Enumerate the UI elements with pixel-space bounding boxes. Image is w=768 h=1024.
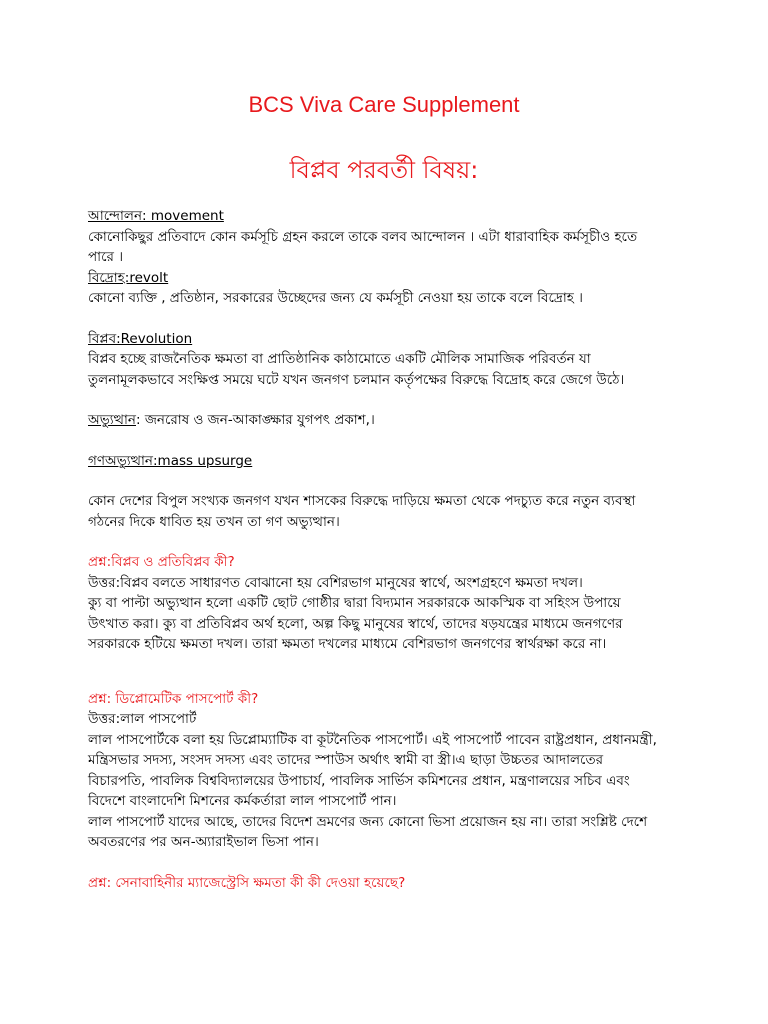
spacer bbox=[88, 471, 688, 491]
question-army-magistracy: প্রশ্ন: সেনাবাহিনীর ম্যাজেস্ট্রেসি ক্ষমতা কী কী দেওয়া হয়েছে? bbox=[88, 874, 406, 891]
answer-line: অবতরণের পর অন-অ্যারাইভাল ভিসা পান। bbox=[88, 834, 319, 850]
spacer bbox=[88, 532, 688, 552]
answer-line: ক্যু বা পাল্টা অভ্যুত্থান হলো একটি ছোট গোষ্ঠীর দ্বারা বিদ্যমান সরকারকে আকস্মিক বা সহিংস উপায়ে bbox=[88, 595, 621, 611]
uprising-line bbox=[88, 410, 688, 431]
uprising-definition: : জনরোষ ও জন-আকাঙ্ক্ষার যুগপৎ প্রকাশ,। bbox=[135, 412, 375, 428]
answer-line: লাল পাসপোর্টকে বলা হয় ডিপ্লোম্যাটিক বা কূটনৈতিক পাসপোর্ট। এই পাসপোর্ট পাবেন রাষ্ট্রপ্রধান, প্রধানমন্ত্রী, bbox=[88, 731, 657, 748]
spacer bbox=[88, 309, 688, 329]
term-revolt: বিদ্রোহ:revolt bbox=[88, 269, 169, 286]
term-mass-upsurge: গণঅভ্যুত্থান:mass upsurge bbox=[88, 452, 253, 469]
spacer bbox=[88, 853, 688, 873]
spacer bbox=[88, 655, 688, 689]
spacer bbox=[88, 390, 688, 410]
answer-line: উত্তর:লাল পাসপোর্ট bbox=[88, 711, 197, 727]
answer-line: সরকারকে হটিয়ে ক্ষমতা দখল। তারা ক্ষমতা দখলের মাধ্যমে বেশিরভাগ জনগণের স্বার্থরক্ষা করে না। bbox=[88, 636, 607, 652]
answer-line: লাল পাসপোর্ট যাদের আছে, তাদের বিদেশ ভ্রমণের জন্য কোনো ভিসা প্রয়োজন হয় না। তারা সংশ্লিষ্ট দেশে bbox=[88, 813, 648, 830]
question-diplomatic-passport: প্রশ্ন: ডিপ্লোমেটিক পাসপোর্ট কী? bbox=[88, 690, 259, 707]
document-subtitle: বিপ্লব পরবর্তী বিষয়: bbox=[289, 156, 479, 184]
paragraph-line: কোন দেশের বিপুল সংখ্যক জনগণ যখন শাসকের বিরুদ্ধে দাড়িয়ে ক্ষমতা থেকে পদচ্যুত করে নতুন ব্যবস্থা bbox=[88, 493, 636, 509]
answer-line: বিদেশে বাংলাদেশি মিশনের কর্মকর্তারা লাল পাসপোর্ট পান। bbox=[88, 793, 397, 809]
paragraph-line: গঠনের দিকে ধাবিত হয় তখন তা গণ অভ্যুত্থান। bbox=[88, 513, 340, 530]
paragraph-line: কোনো ব্যক্তি , প্রতিষ্ঠান, সরকারের উচ্ছেদের জন্য যে কর্মসূচী নেওয়া হয় তাকে বলে বিদ্রোহ । bbox=[88, 290, 583, 306]
paragraph-line: পারে । bbox=[88, 249, 124, 265]
document-body bbox=[88, 206, 688, 893]
answer-line: বিচারপতি, পাবলিক বিশ্ববিদ্যালয়ের উপাচার্য, পাবলিক সার্ভিস কমিশনের প্রধান, মন্ত্রণালয়ের সচিব এবং bbox=[88, 772, 630, 789]
spacer bbox=[88, 431, 688, 451]
term-revolution: বিপ্লব:Revolution bbox=[88, 330, 193, 347]
paragraph-line: বিপ্লব হচ্ছে রাজনৈতিক ক্ষমতা বা প্রাতিষ্ঠানিক কাঠামোতে একটি মৌলিক সামাজিক পরিবর্তন যা bbox=[88, 351, 591, 367]
term-uprising: অভ্যুত্থান bbox=[88, 412, 136, 428]
answer-line: মন্ত্রিসভার সদস্য, সংসদ সদস্য এবং তাদের স্পাউস অর্থাৎ স্বামী বা স্ত্রী।এ ছাড়া উচ্চতর আদালতের bbox=[88, 752, 604, 768]
term-movement: আন্দোলন: movement bbox=[88, 208, 224, 224]
question-revolution: প্রশ্ন:বিপ্লব ও প্রতিবিপ্লব কী? bbox=[88, 554, 235, 570]
paragraph-line: তুলনামূলকভাবে সংক্ষিপ্ত সময়ে ঘটে যখন জনগণ চলমান কর্তৃপক্ষের বিরুদ্ধে বিদ্রোহ করে জেগে উঠে। bbox=[88, 371, 625, 388]
answer-line: উৎখাত করা। ক্যু বা প্রতিবিপ্লব অর্থ হলো, অল্প কিছু মানুষের স্বার্থে, তাদের ষড়যন্ত্রের মাধ্যমে জনগণের bbox=[88, 615, 623, 632]
paragraph-line: কোনোকিছুর প্রতিবাদে কোন কর্মসূচি গ্রহন করলে তাকে বলব আন্দোলন । এটা ধারাবাহিক কর্মসূচীও হতে bbox=[88, 228, 638, 245]
document-title: BCS Viva Care Supplement bbox=[248, 92, 520, 117]
answer-line: উত্তর:বিপ্লব বলতে সাধারণত বোঝানো হয় বেশিরভাগ মানুষের স্বার্থে, অংশগ্রহণে ক্ষমতা দখল। bbox=[88, 574, 583, 591]
